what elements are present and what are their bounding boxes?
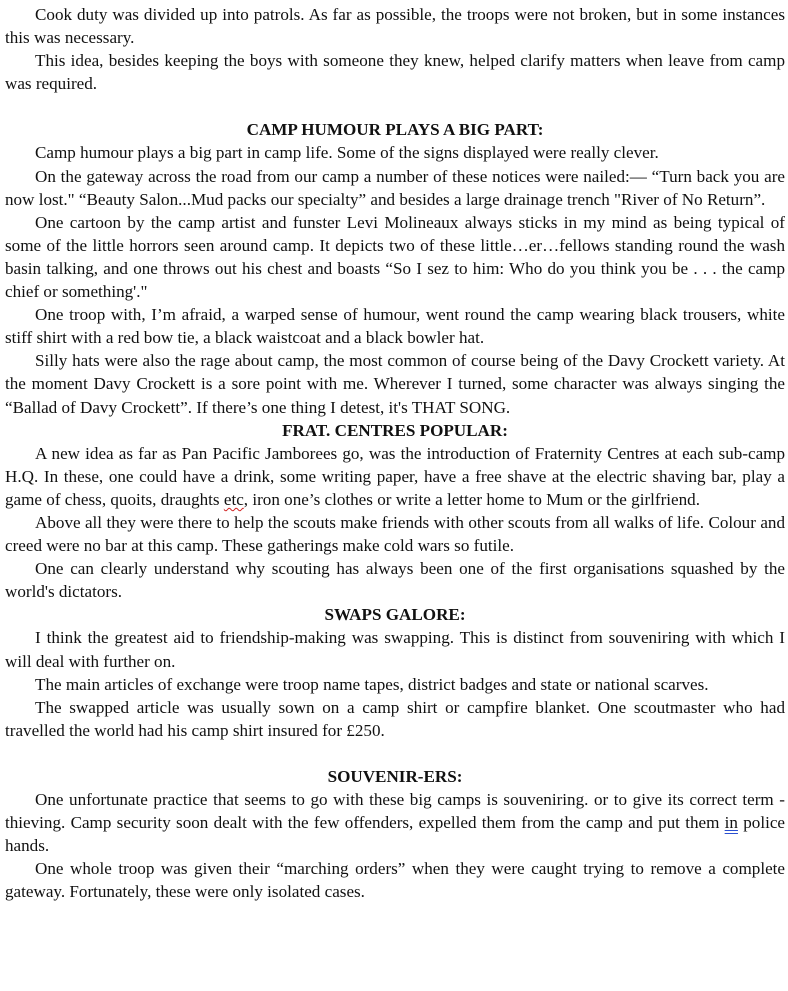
blank-line [5,95,785,118]
paragraph: The main articles of exchange were troop name tapes, district badges and state or national scarves. [35,674,709,694]
paragraph: Camp humour plays a big part in camp life. Some of the signs displayed were really clever. [35,143,659,163]
section-heading-camp-humour: CAMP HUMOUR PLAYS A BIG PART: [246,120,544,140]
section-heading-frat-centres: FRAT. CENTRES POPULAR: [282,420,508,440]
paragraph: Above all they were there to help the scouts make friends with other scouts from all walks of life. Colour and creed were no bar at this camp. These gatherings make cold wars so futile. [5,512,785,556]
section-heading-souvenir-ers: SOUVENIR-ERS: [327,766,463,786]
paragraph: On the gateway across the road from our camp a number of these notices were nailed:— “Turn back you are now lost." “Beauty Salon...Mud packs our specialty” and besides a large drainage trench "River of No Return”. [5,166,785,209]
spelling-flagged-word[interactable]: etc [223,489,244,509]
paragraph: One whole troop was given their “marching orders” when they were caught trying to remove a complete gateway. Fortunately, these were only isolated cases. [5,859,785,902]
paragraph: I think the greatest aid to friendship-making was swapping. This is distinct from souveniring with which I will deal with further on. [5,628,785,671]
paragraph [5,442,785,511]
paragraph-text: One unfortunate practice that seems to go with these big camps is souveniring. or to give its correct term - thieving. Camp security soon dealt with the few offenders, expelled them from the camp and put them [5,790,785,833]
paragraph-text: A new idea as far as Pan Pacific Jamborees go, was the introduction of Fraternity Centres at each sub-camp H.Q. In these, one could have a drink, some writing paper, have a free shave at the electric shaving bar, play a game of chess, quoits, draughts [5,443,785,509]
blank-line [5,742,785,765]
paragraph: This idea, besides keeping the boys with someone they knew, helped clarify matters when leave from camp was required. [5,51,785,94]
paragraph: The swapped article was usually sown on a camp shirt or campfire blanket. One scoutmaster who had travelled the world had his camp shirt insured for £250. [5,697,785,740]
paragraph [5,788,785,857]
paragraph: Cook duty was divided up into patrols. As far as possible, the troops were not broken, but in some instances this was necessary. [5,5,785,48]
section-heading-swaps-galore: SWAPS GALORE: [324,605,466,625]
grammar-flagged-word[interactable]: in [724,813,738,833]
paragraph-text: , iron one’s clothes or write a letter home to Mum or the girlfriend. [243,489,700,509]
paragraph: One troop with, I’m afraid, a warped sense of humour, went round the camp wearing black trousers, white stiff shirt with a red bow tie, a black waistcoat and a black bowler hat. [5,305,785,348]
paragraph: One can clearly understand why scouting has always been one of the first organisations squashed by the world's dictators. [5,559,785,602]
paragraph: One cartoon by the camp artist and funster Levi Molineaux always sticks in my mind as being typical of some of the little horrors seen around camp. It depicts two of these little…er…fellows standing round the wash basin talking, and one throws out his chest and boasts “So I sez to him: Who do you think you be . . . the camp chief or something'." [5,212,785,302]
paragraph-text: police hands. [5,813,785,856]
paragraph: Silly hats were also the rage about camp, the most common of course being of the Davy Crockett variety. At the moment Davy Crockett is a sore point with me. Wherever I turned, some character was always singing the “Ballad of Davy Crockett”. If there’s one thing I detest, it's THAT SONG. [5,351,785,417]
